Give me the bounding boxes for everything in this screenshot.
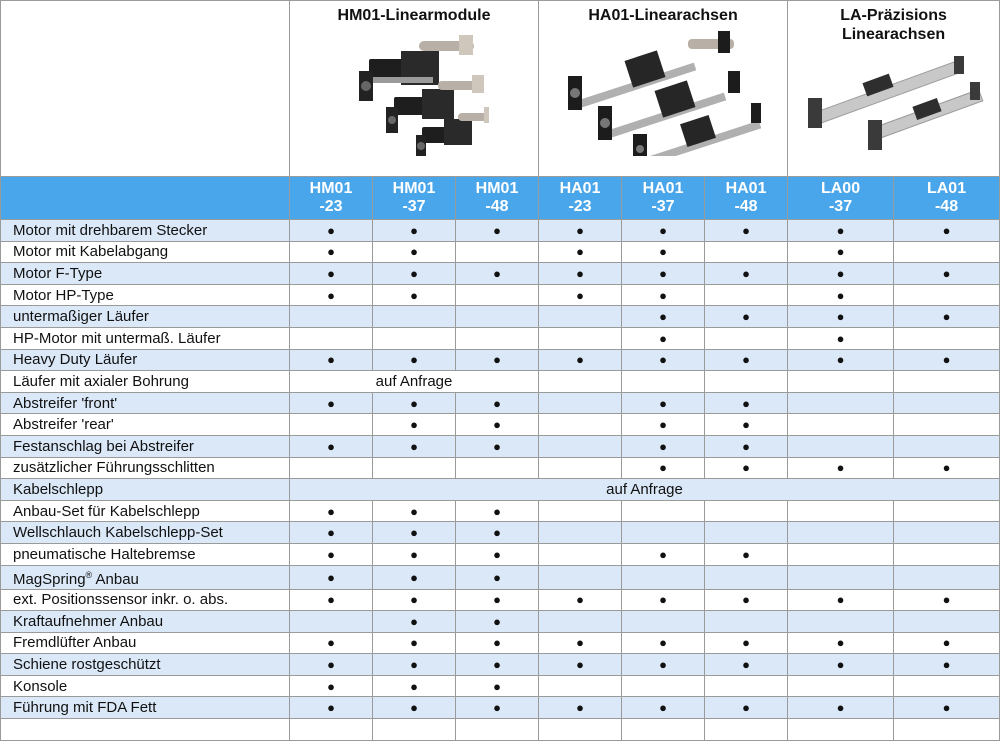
table-row	[1, 565, 1000, 589]
availability-dot: ●	[290, 654, 373, 676]
availability-dot: ●	[290, 284, 373, 306]
availability-dot: ●	[290, 589, 373, 611]
feature-label-text: Anbau-Set für Kabelschlepp	[13, 502, 200, 520]
empty-cell	[894, 392, 1000, 414]
feature-label-text: Konsole	[13, 677, 68, 695]
empty-cell	[705, 565, 788, 589]
empty-cell	[539, 565, 622, 589]
empty-cell	[622, 371, 705, 393]
registered-mark: ®	[85, 569, 93, 580]
model-name: LA01	[926, 180, 967, 197]
empty-cell	[290, 414, 373, 436]
availability-dot: ●	[539, 697, 622, 719]
feature-label-text: MagSpring	[13, 570, 86, 588]
availability-dot: ●	[894, 263, 1000, 285]
feature-label-text: Kabelschlepp	[13, 480, 104, 498]
feature-label	[1, 349, 290, 371]
model-name: HA01	[725, 180, 767, 197]
feature-label	[1, 414, 290, 436]
availability-dot: ●	[539, 632, 622, 654]
availability-dot: ●	[290, 220, 373, 242]
empty-cell	[788, 675, 894, 697]
availability-dot: ●	[456, 392, 539, 414]
availability-dot: ●	[705, 457, 788, 479]
empty-cell	[290, 611, 373, 633]
empty-cell	[705, 719, 788, 741]
model-header-ha01-23	[539, 177, 622, 220]
model-size: -23	[568, 198, 592, 215]
availability-dot: ●	[622, 241, 705, 263]
availability-dot: ●	[788, 589, 894, 611]
model-size: -48	[934, 198, 959, 215]
empty-cell	[894, 675, 1000, 697]
empty-cell	[788, 500, 894, 522]
availability-dot: ●	[622, 697, 705, 719]
empty-cell	[456, 719, 539, 741]
model-header-ha01-48	[705, 177, 788, 220]
feature-label-text: Festanschlag bei Abstreifer	[13, 437, 194, 455]
feature-label-text: pneumatische Haltebremse	[13, 545, 196, 563]
empty-cell	[622, 611, 705, 633]
model-size: -37	[402, 198, 426, 215]
feature-label-text: Kraftaufnehmer Anbau	[13, 612, 164, 630]
feature-label	[1, 435, 290, 457]
availability-dot: ●	[456, 565, 539, 589]
empty-cell	[290, 306, 373, 328]
availability-dot: ●	[456, 435, 539, 457]
table-row	[1, 392, 1000, 414]
feature-label-text: Wellschlauch Kabelschlepp-Set	[13, 524, 223, 542]
table-row	[1, 371, 1000, 393]
feature-label	[1, 392, 290, 414]
availability-dot: ●	[539, 241, 622, 263]
empty-cell	[894, 435, 1000, 457]
availability-dot: ●	[373, 697, 456, 719]
table-row	[1, 632, 1000, 654]
feature-label	[1, 457, 290, 479]
availability-dot: ●	[622, 543, 705, 565]
empty-cell	[705, 611, 788, 633]
empty-cell	[788, 371, 894, 393]
empty-cell	[373, 457, 456, 479]
empty-cell	[894, 327, 1000, 349]
feature-label	[1, 719, 290, 741]
model-size: -37	[828, 198, 853, 215]
empty-cell	[894, 611, 1000, 633]
empty-cell	[894, 500, 1000, 522]
empty-cell	[456, 327, 539, 349]
availability-dot: ●	[894, 632, 1000, 654]
empty-cell	[539, 306, 622, 328]
feature-label	[1, 306, 290, 328]
empty-cell	[788, 611, 894, 633]
availability-dot: ●	[894, 349, 1000, 371]
empty-cell	[622, 500, 705, 522]
availability-dot: ●	[290, 565, 373, 589]
table-row	[1, 457, 1000, 479]
availability-dot: ●	[373, 565, 456, 589]
feature-label	[1, 522, 290, 544]
availability-dot: ●	[705, 220, 788, 242]
availability-dot: ●	[373, 589, 456, 611]
availability-dot: ●	[894, 589, 1000, 611]
empty-cell	[894, 543, 1000, 565]
empty-cell	[539, 435, 622, 457]
feature-label-text: Schiene rostgeschützt	[13, 656, 161, 674]
empty-cell	[622, 675, 705, 697]
availability-dot: ●	[373, 220, 456, 242]
availability-dot: ●	[373, 414, 456, 436]
model-header-ha01-37	[622, 177, 705, 220]
availability-dot: ●	[373, 632, 456, 654]
table-row	[1, 589, 1000, 611]
availability-dot: ●	[705, 263, 788, 285]
feature-label	[1, 220, 290, 242]
model-header-row	[1, 177, 1000, 220]
table-row	[1, 522, 1000, 544]
la-precision-axes-image	[804, 46, 984, 156]
group-title-ha01: HA01-Linearachsen	[588, 7, 738, 24]
availability-dot: ●	[622, 220, 705, 242]
empty-cell	[539, 522, 622, 544]
availability-dot: ●	[705, 543, 788, 565]
empty-cell	[705, 371, 788, 393]
empty-cell	[539, 500, 622, 522]
availability-dot: ●	[622, 589, 705, 611]
table-row	[1, 220, 1000, 242]
feature-label-text: untermaßiger Läufer	[13, 308, 149, 326]
availability-dot: ●	[705, 306, 788, 328]
empty-cell	[539, 457, 622, 479]
feature-label	[1, 479, 290, 501]
empty-cell	[539, 675, 622, 697]
availability-dot: ●	[622, 414, 705, 436]
availability-dot: ●	[373, 543, 456, 565]
empty-cell	[788, 392, 894, 414]
feature-label	[1, 241, 290, 263]
feature-label	[1, 371, 290, 393]
feature-label-suffix: Anbau	[92, 570, 139, 588]
availability-dot: ●	[622, 632, 705, 654]
availability-dot: ●	[705, 697, 788, 719]
availability-dot: ●	[290, 349, 373, 371]
empty-cell	[788, 435, 894, 457]
availability-dot: ●	[456, 522, 539, 544]
availability-dot: ●	[539, 349, 622, 371]
table-row	[1, 263, 1000, 285]
table-row	[1, 435, 1000, 457]
availability-dot: ●	[705, 349, 788, 371]
availability-dot: ●	[705, 589, 788, 611]
empty-cell	[622, 522, 705, 544]
availability-dot: ●	[456, 611, 539, 633]
availability-dot: ●	[373, 500, 456, 522]
model-header-hm01-48	[456, 177, 539, 220]
model-header-hm01-37	[373, 177, 456, 220]
feature-label	[1, 565, 290, 589]
feature-label-text: Motor F-Type	[13, 264, 103, 282]
model-name: HA01	[642, 180, 684, 197]
availability-dot: ●	[290, 263, 373, 285]
availability-dot: ●	[622, 654, 705, 676]
model-header-la01-48	[894, 177, 1000, 220]
feature-label	[1, 284, 290, 306]
empty-cell	[705, 241, 788, 263]
feature-label	[1, 675, 290, 697]
availability-dot: ●	[622, 306, 705, 328]
empty-cell	[894, 241, 1000, 263]
empty-cell	[456, 241, 539, 263]
table-row	[1, 719, 1000, 741]
empty-cell	[705, 284, 788, 306]
availability-dot: ●	[373, 675, 456, 697]
availability-dot: ●	[373, 392, 456, 414]
feature-rows	[1, 220, 1000, 741]
empty-cell	[788, 414, 894, 436]
availability-dot: ●	[705, 435, 788, 457]
model-header-la00-37	[788, 177, 894, 220]
table-row	[1, 500, 1000, 522]
availability-dot: ●	[894, 306, 1000, 328]
model-size: -37	[651, 198, 675, 215]
group-hm01	[290, 1, 539, 177]
availability-dot: ●	[894, 457, 1000, 479]
availability-dot: ●	[373, 654, 456, 676]
feature-label-text: Motor HP-Type	[13, 286, 114, 304]
table-row	[1, 543, 1000, 565]
availability-dot: ●	[788, 632, 894, 654]
empty-cell	[456, 457, 539, 479]
feature-label-text: Führung mit FDA Fett	[13, 699, 157, 717]
group-title-la-line1: LA-Präzisions	[840, 7, 947, 24]
availability-dot: ●	[539, 220, 622, 242]
availability-dot: ●	[622, 392, 705, 414]
feature-label-text: Läufer mit axialer Bohrung	[13, 372, 189, 390]
empty-cell	[456, 284, 539, 306]
availability-dot: ●	[373, 611, 456, 633]
table-row	[1, 414, 1000, 436]
empty-cell	[539, 371, 622, 393]
empty-cell	[894, 522, 1000, 544]
availability-dot: ●	[622, 327, 705, 349]
header-corner-cell	[1, 1, 290, 177]
feature-label	[1, 697, 290, 719]
feature-label-text: Motor mit Kabelabgang	[13, 243, 169, 261]
product-header-row	[1, 1, 1000, 177]
empty-cell	[705, 675, 788, 697]
availability-dot: ●	[373, 263, 456, 285]
empty-cell	[290, 327, 373, 349]
availability-dot: ●	[456, 414, 539, 436]
feature-label	[1, 589, 290, 611]
empty-cell	[894, 719, 1000, 741]
model-name: HM01	[309, 180, 353, 197]
empty-cell	[290, 457, 373, 479]
availability-dot: ●	[622, 284, 705, 306]
empty-cell	[539, 392, 622, 414]
group-la	[788, 1, 1000, 177]
availability-dot: ●	[456, 543, 539, 565]
table-row	[1, 241, 1000, 263]
table-row	[1, 284, 1000, 306]
availability-dot: ●	[622, 435, 705, 457]
feature-label	[1, 327, 290, 349]
availability-dot: ●	[788, 654, 894, 676]
model-size: -23	[319, 198, 343, 215]
on-request-cell: auf Anfrage	[290, 479, 1000, 501]
availability-dot: ●	[788, 327, 894, 349]
empty-cell	[894, 565, 1000, 589]
availability-dot: ●	[539, 589, 622, 611]
availability-dot: ●	[788, 263, 894, 285]
availability-dot: ●	[456, 632, 539, 654]
availability-dot: ●	[290, 543, 373, 565]
empty-cell	[539, 327, 622, 349]
feature-label	[1, 632, 290, 654]
availability-dot: ●	[894, 654, 1000, 676]
hm01-linear-modules-image	[339, 31, 489, 156]
feature-label-text: Motor mit drehbarem Stecker	[13, 221, 208, 239]
availability-dot: ●	[290, 392, 373, 414]
feature-label-text: Heavy Duty Läufer	[13, 351, 138, 369]
availability-dot: ●	[788, 457, 894, 479]
model-header-blank	[1, 177, 290, 220]
empty-cell	[373, 327, 456, 349]
availability-dot: ●	[290, 632, 373, 654]
model-name: HM01	[475, 180, 519, 197]
availability-dot: ●	[290, 675, 373, 697]
model-header-hm01-23	[290, 177, 373, 220]
availability-dot: ●	[290, 435, 373, 457]
model-size: -48	[485, 198, 509, 215]
empty-cell	[894, 284, 1000, 306]
empty-cell	[705, 500, 788, 522]
availability-dot: ●	[788, 697, 894, 719]
availability-dot: ●	[788, 306, 894, 328]
group-title-la	[788, 6, 999, 44]
availability-dot: ●	[456, 500, 539, 522]
group-title-la-line2: Linearachsen	[841, 26, 946, 43]
empty-cell	[622, 565, 705, 589]
model-name: HA01	[559, 180, 601, 197]
table-row	[1, 327, 1000, 349]
feature-label-text: Abstreifer 'front'	[13, 394, 118, 412]
empty-cell	[894, 371, 1000, 393]
empty-cell	[705, 522, 788, 544]
availability-dot: ●	[622, 457, 705, 479]
group-title-hm01: HM01-Linearmodule	[337, 7, 491, 24]
table-row	[1, 349, 1000, 371]
availability-dot: ●	[894, 220, 1000, 242]
availability-dot: ●	[705, 392, 788, 414]
availability-dot: ●	[539, 284, 622, 306]
feature-label	[1, 611, 290, 633]
empty-cell	[539, 611, 622, 633]
table-row	[1, 479, 1000, 501]
empty-cell	[290, 719, 373, 741]
availability-dot: ●	[894, 697, 1000, 719]
availability-dot: ●	[622, 349, 705, 371]
availability-dot: ●	[456, 589, 539, 611]
feature-label-text: Fremdlüfter Anbau	[13, 634, 137, 652]
availability-dot: ●	[788, 241, 894, 263]
availability-dot: ●	[622, 263, 705, 285]
availability-dot: ●	[705, 414, 788, 436]
availability-dot: ●	[373, 284, 456, 306]
feature-label	[1, 654, 290, 676]
availability-dot: ●	[373, 435, 456, 457]
group-ha01	[539, 1, 788, 177]
availability-dot: ●	[788, 349, 894, 371]
table-row	[1, 675, 1000, 697]
availability-dot: ●	[456, 697, 539, 719]
availability-dot: ●	[373, 349, 456, 371]
model-size: -48	[734, 198, 758, 215]
ha01-linear-axes-image	[558, 31, 768, 156]
table-row	[1, 697, 1000, 719]
empty-cell	[788, 522, 894, 544]
availability-dot: ●	[290, 241, 373, 263]
availability-dot: ●	[539, 263, 622, 285]
availability-dot: ●	[705, 654, 788, 676]
table-row	[1, 611, 1000, 633]
empty-cell	[373, 719, 456, 741]
availability-dot: ●	[788, 284, 894, 306]
availability-dot: ●	[456, 220, 539, 242]
availability-dot: ●	[290, 500, 373, 522]
empty-cell	[456, 306, 539, 328]
model-name: HM01	[392, 180, 436, 197]
empty-cell	[539, 414, 622, 436]
empty-cell	[373, 306, 456, 328]
table-row	[1, 306, 1000, 328]
feature-label	[1, 500, 290, 522]
availability-dot: ●	[290, 522, 373, 544]
feature-label-text: Abstreifer 'rear'	[13, 416, 114, 434]
availability-dot: ●	[705, 632, 788, 654]
empty-cell	[539, 543, 622, 565]
availability-dot: ●	[290, 697, 373, 719]
availability-dot: ●	[539, 654, 622, 676]
availability-dot: ●	[456, 654, 539, 676]
empty-cell	[788, 565, 894, 589]
table-row	[1, 654, 1000, 676]
empty-cell	[539, 719, 622, 741]
empty-cell	[788, 543, 894, 565]
availability-dot: ●	[373, 241, 456, 263]
feature-label	[1, 543, 290, 565]
feature-label-text: HP-Motor mit untermaß. Läufer	[13, 329, 221, 347]
model-name: LA00	[820, 180, 861, 197]
availability-dot: ●	[456, 675, 539, 697]
availability-dot: ●	[788, 220, 894, 242]
feature-label-text: ext. Positionssensor inkr. o. abs.	[13, 591, 229, 609]
feature-label	[1, 263, 290, 285]
empty-cell	[705, 327, 788, 349]
availability-dot: ●	[456, 349, 539, 371]
empty-cell	[622, 719, 705, 741]
availability-dot: ●	[456, 263, 539, 285]
empty-cell	[788, 719, 894, 741]
on-request-cell: auf Anfrage	[290, 371, 539, 393]
availability-dot: ●	[373, 522, 456, 544]
empty-cell	[894, 414, 1000, 436]
feature-label-text: zusätzlicher Führungsschlitten	[13, 459, 215, 477]
